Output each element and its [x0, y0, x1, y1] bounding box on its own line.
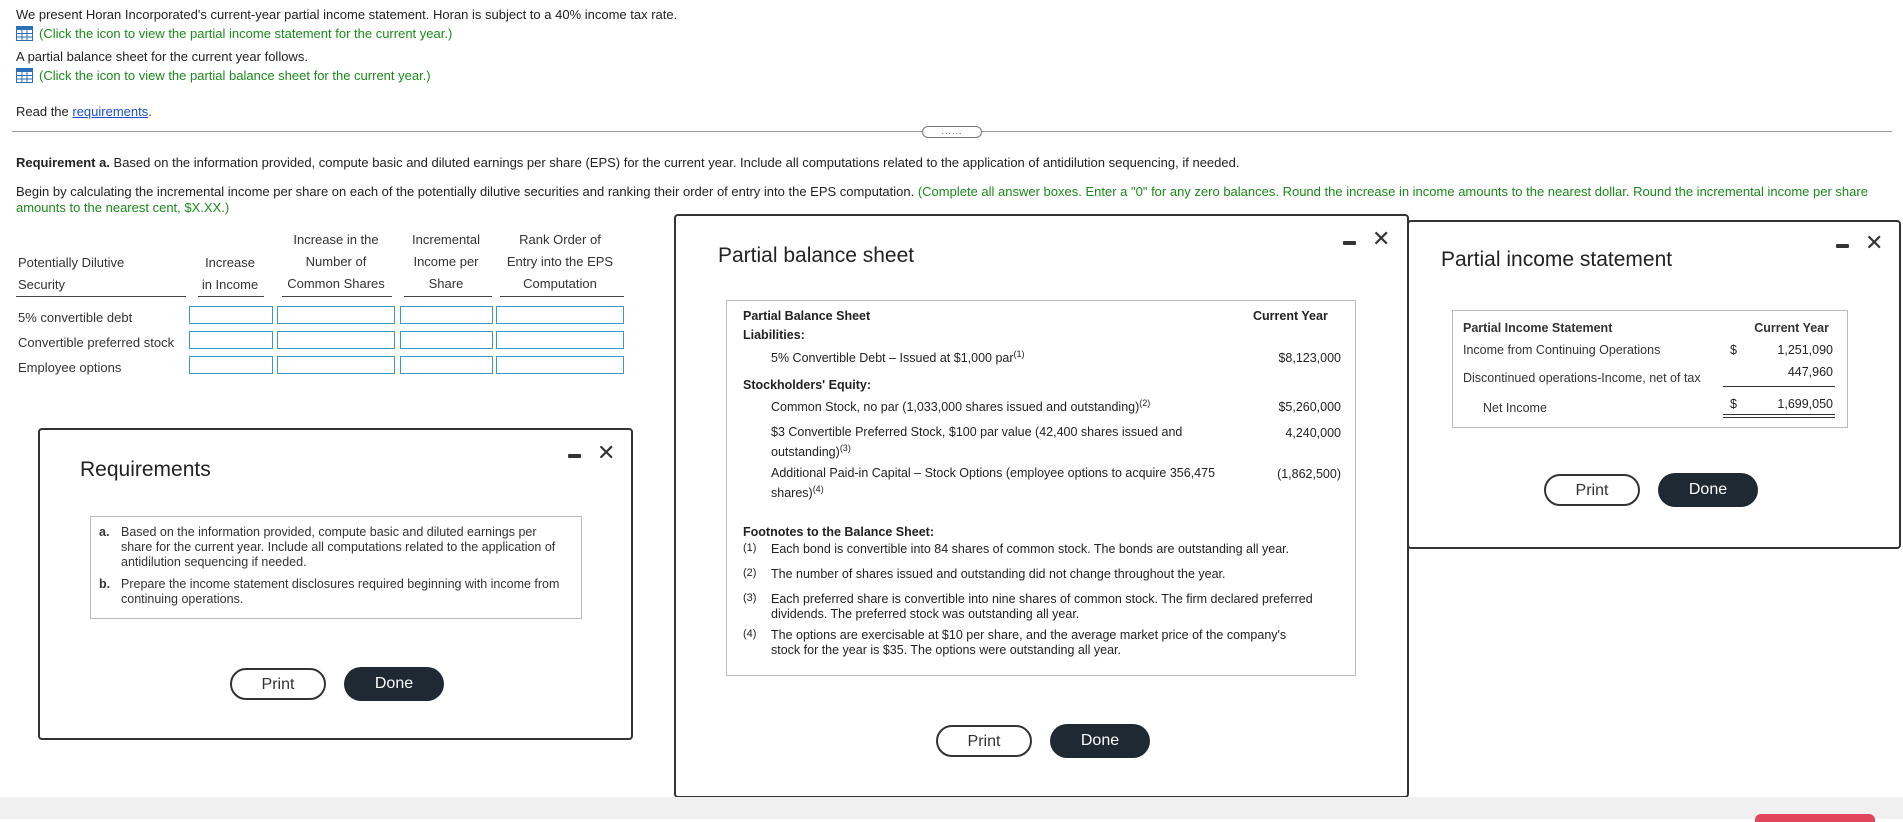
header-rule: [500, 296, 624, 297]
intro-text: We present Horan Incorporated's current-year partial income statement. Horan is subject to a 40% income tax rate.: [16, 7, 678, 22]
done-button[interactable]: Done: [1658, 473, 1758, 507]
preferred-increase-income-input[interactable]: [189, 331, 273, 349]
close-icon[interactable]: ✕: [1865, 230, 1884, 255]
currency-symbol: $: [1730, 397, 1737, 411]
income-row-label: Income from Continuing Operations: [1463, 343, 1661, 357]
balance-sheet-table: [726, 300, 1356, 676]
footnote-text: stock for the year is $35. The options were outstanding all year.: [771, 643, 1121, 657]
preferred-label-1: $3 Convertible Preferred Stock, $100 par value (42,400 shares issued and: [771, 425, 1183, 439]
debt-rank-input[interactable]: [496, 306, 624, 324]
options-rank-input[interactable]: [496, 356, 624, 374]
income-row-label: Discontinued operations-Income, net of tax: [1463, 371, 1701, 385]
header-rank-l2: Entry into the EPS: [506, 254, 614, 269]
balance-sheet-title: Partial balance sheet: [718, 244, 915, 267]
close-icon[interactable]: ✕: [597, 440, 616, 465]
income-statement-link-text[interactable]: (Click the icon to view the partial income statement for the current year.): [39, 26, 453, 41]
footer-bar: [0, 797, 1903, 819]
read-suffix: .: [148, 104, 152, 119]
header-increase-l2: in Income: [201, 277, 259, 292]
row-label-options: Employee options: [18, 360, 122, 375]
requirements-title: Requirements: [80, 458, 211, 481]
debt-increase-income-input[interactable]: [189, 306, 273, 324]
income-col-header: Current Year: [1754, 321, 1829, 335]
income-row-label: Net Income: [1483, 401, 1547, 415]
income-table-title: Partial Income Statement: [1463, 321, 1613, 335]
done-button[interactable]: Done: [344, 667, 444, 701]
header-security-l2: Security: [18, 277, 65, 292]
row-label-debt: 5% convertible debt: [18, 310, 133, 325]
requirement-letter: a.: [99, 525, 110, 539]
read-prefix: Read the: [16, 104, 73, 119]
balance-table-title: Partial Balance Sheet: [743, 309, 871, 323]
common-stock-label: [771, 398, 1150, 414]
requirement-a-body: Based on the information provided, compute basic and diluted earnings per share (EPS) for the current year. Include all computations related to the application of antidilution sequencing, if needed.: [109, 155, 1240, 170]
footnote-ref: (4): [812, 484, 824, 494]
balance-sheet-link-text[interactable]: (Click the icon to view the partial balance sheet for the current year.): [39, 68, 431, 83]
income-row-value: 447,960: [1787, 365, 1833, 379]
header-increase-l1: Increase: [205, 255, 255, 270]
begin-instruction: (Complete all answer boxes. Enter a "0" for any zero balances. Round the increase in income amounts to the nearest dollar. Round the incremental income per share amounts to the nearest cent, $X.XX.): [16, 184, 1868, 215]
header-security-l1: Potentially Dilutive: [18, 255, 125, 270]
requirement-text: Based on the information provided, compute basic and diluted earnings per share for the current year. Include all computations related to the application of antidilution sequencing if needed.: [121, 525, 556, 569]
requirement-a-label: Requirement a.: [16, 155, 110, 170]
read-requirements: [16, 104, 152, 119]
options-increase-shares-input[interactable]: [277, 356, 395, 374]
balance-sheet-link[interactable]: [16, 68, 431, 83]
print-button[interactable]: Print: [1544, 474, 1640, 506]
minimize-icon[interactable]: [1836, 244, 1849, 248]
balance-col-header: Current Year: [1253, 309, 1328, 323]
equity-heading: Stockholders' Equity:: [743, 378, 871, 392]
balance-sheet-window: [674, 214, 1409, 798]
requirement-text: Prepare the income statement disclosures required beginning with income from continuing operations.: [121, 577, 560, 606]
preferred-value: 4,240,000: [1285, 426, 1341, 440]
footnote-text: Each bond is convertible into 84 shares of common stock. The bonds are outstanding all year.: [771, 542, 1290, 556]
header-per-share-l1: Incremental: [412, 232, 480, 247]
subtotal-rule: [1723, 386, 1835, 387]
table-icon: [16, 68, 33, 83]
debt-value: $8,123,000: [1278, 351, 1341, 365]
liabilities-heading: Liabilities:: [743, 328, 805, 342]
footnote-number: (3): [743, 592, 757, 604]
footnote-text: dividends. The preferred stock was outstanding all year.: [771, 607, 1080, 621]
footnote-ref: (2): [1139, 398, 1151, 408]
print-button[interactable]: Print: [936, 725, 1032, 757]
pref-label-text: outstanding): [771, 445, 840, 460]
header-rule: [404, 296, 492, 297]
income-statement-table: [1452, 310, 1848, 428]
header-increase: [190, 252, 270, 296]
done-button[interactable]: Done: [1050, 724, 1150, 758]
footnote-ref: (3): [839, 443, 851, 453]
print-button[interactable]: Print: [230, 668, 326, 700]
total-rule: [1723, 417, 1835, 418]
apic-label-2: [771, 484, 824, 500]
footnote-text: The number of shares issued and outstanding did not change throughout the year.: [771, 567, 1226, 581]
income-statement-link[interactable]: [16, 26, 452, 41]
header-rank-l1: Rank Order of: [519, 232, 601, 247]
apic-value: (1,862,500): [1277, 467, 1341, 481]
preferred-rank-input[interactable]: [496, 331, 624, 349]
income-row-value: 1,699,050: [1777, 397, 1833, 411]
table-icon: [16, 26, 33, 41]
common-label-text: Common Stock, no par (1,033,000 shares issued and outstanding): [771, 400, 1140, 415]
help-button[interactable]: [1755, 814, 1875, 822]
header-shares-l1: Increase in the: [293, 232, 379, 247]
header-per-share-l3: Share: [428, 276, 464, 291]
options-increase-income-input[interactable]: [189, 356, 273, 374]
header-shares: [276, 229, 396, 295]
footnote-ref: (1): [1013, 349, 1025, 359]
begin-text: Begin by calculating the incremental income per share on each of the potentially dilutive securities and ranking their order of entry into the EPS computation.: [16, 184, 918, 199]
preferred-increase-shares-input[interactable]: [277, 331, 395, 349]
footnote-number: (1): [743, 542, 757, 554]
preferred-label-2: [771, 443, 851, 459]
income-statement-title: Partial income statement: [1441, 248, 1673, 271]
header-rule: [16, 296, 186, 297]
footnote-number: (2): [743, 567, 757, 579]
debt-per-share-input[interactable]: [400, 306, 493, 324]
header-rank: [494, 229, 626, 295]
options-per-share-input[interactable]: [400, 356, 493, 374]
apic-label-text: shares): [771, 486, 813, 501]
debt-increase-shares-input[interactable]: [277, 306, 395, 324]
balance-intro-text: A partial balance sheet for the current year follows.: [16, 49, 308, 64]
header-rank-l3: Computation: [523, 276, 597, 291]
row-label-preferred: Convertible preferred stock: [18, 335, 175, 350]
header-rule: [198, 296, 264, 297]
requirement-letter: b.: [99, 577, 111, 591]
header-rule: [282, 296, 392, 297]
header-per-share: [400, 229, 492, 295]
apic-label-1: Additional Paid-in Capital – Stock Options (employee options to acquire 356,475: [771, 466, 1216, 480]
income-row-value: 1,251,090: [1777, 343, 1833, 357]
minimize-icon[interactable]: [1343, 241, 1356, 245]
footnote-text: The options are exercisable at $10 per share, and the average market price of the company's: [771, 628, 1287, 642]
header-shares-l2: Number of: [305, 254, 367, 269]
currency-symbol: $: [1730, 343, 1737, 357]
close-icon[interactable]: ✕: [1372, 226, 1391, 251]
requirement-a-text: [16, 155, 1239, 170]
divider-handle[interactable]: ......: [922, 126, 982, 138]
header-security: [18, 252, 124, 296]
footnotes-title: Footnotes to the Balance Sheet:: [743, 525, 934, 539]
common-stock-value: $5,260,000: [1278, 400, 1341, 414]
total-rule: [1723, 414, 1835, 415]
requirements-window: [38, 428, 633, 740]
header-shares-l3: Common Shares: [287, 276, 385, 291]
footnote-text: Each preferred share is convertible into nine shares of common stock. The firm declared preferred: [771, 592, 1313, 606]
debt-label: [771, 349, 1025, 365]
income-statement-window: [1407, 220, 1901, 549]
header-per-share-l2: Income per: [413, 254, 479, 269]
debt-label-text: 5% Convertible Debt – Issued at $1,000 par: [771, 351, 1014, 366]
requirements-link[interactable]: requirements: [72, 104, 149, 119]
minimize-icon[interactable]: [568, 454, 581, 458]
begin-instructions: [16, 184, 1886, 216]
preferred-per-share-input[interactable]: [400, 331, 493, 349]
footnote-number: (4): [743, 628, 757, 640]
requirements-list: [90, 516, 582, 619]
